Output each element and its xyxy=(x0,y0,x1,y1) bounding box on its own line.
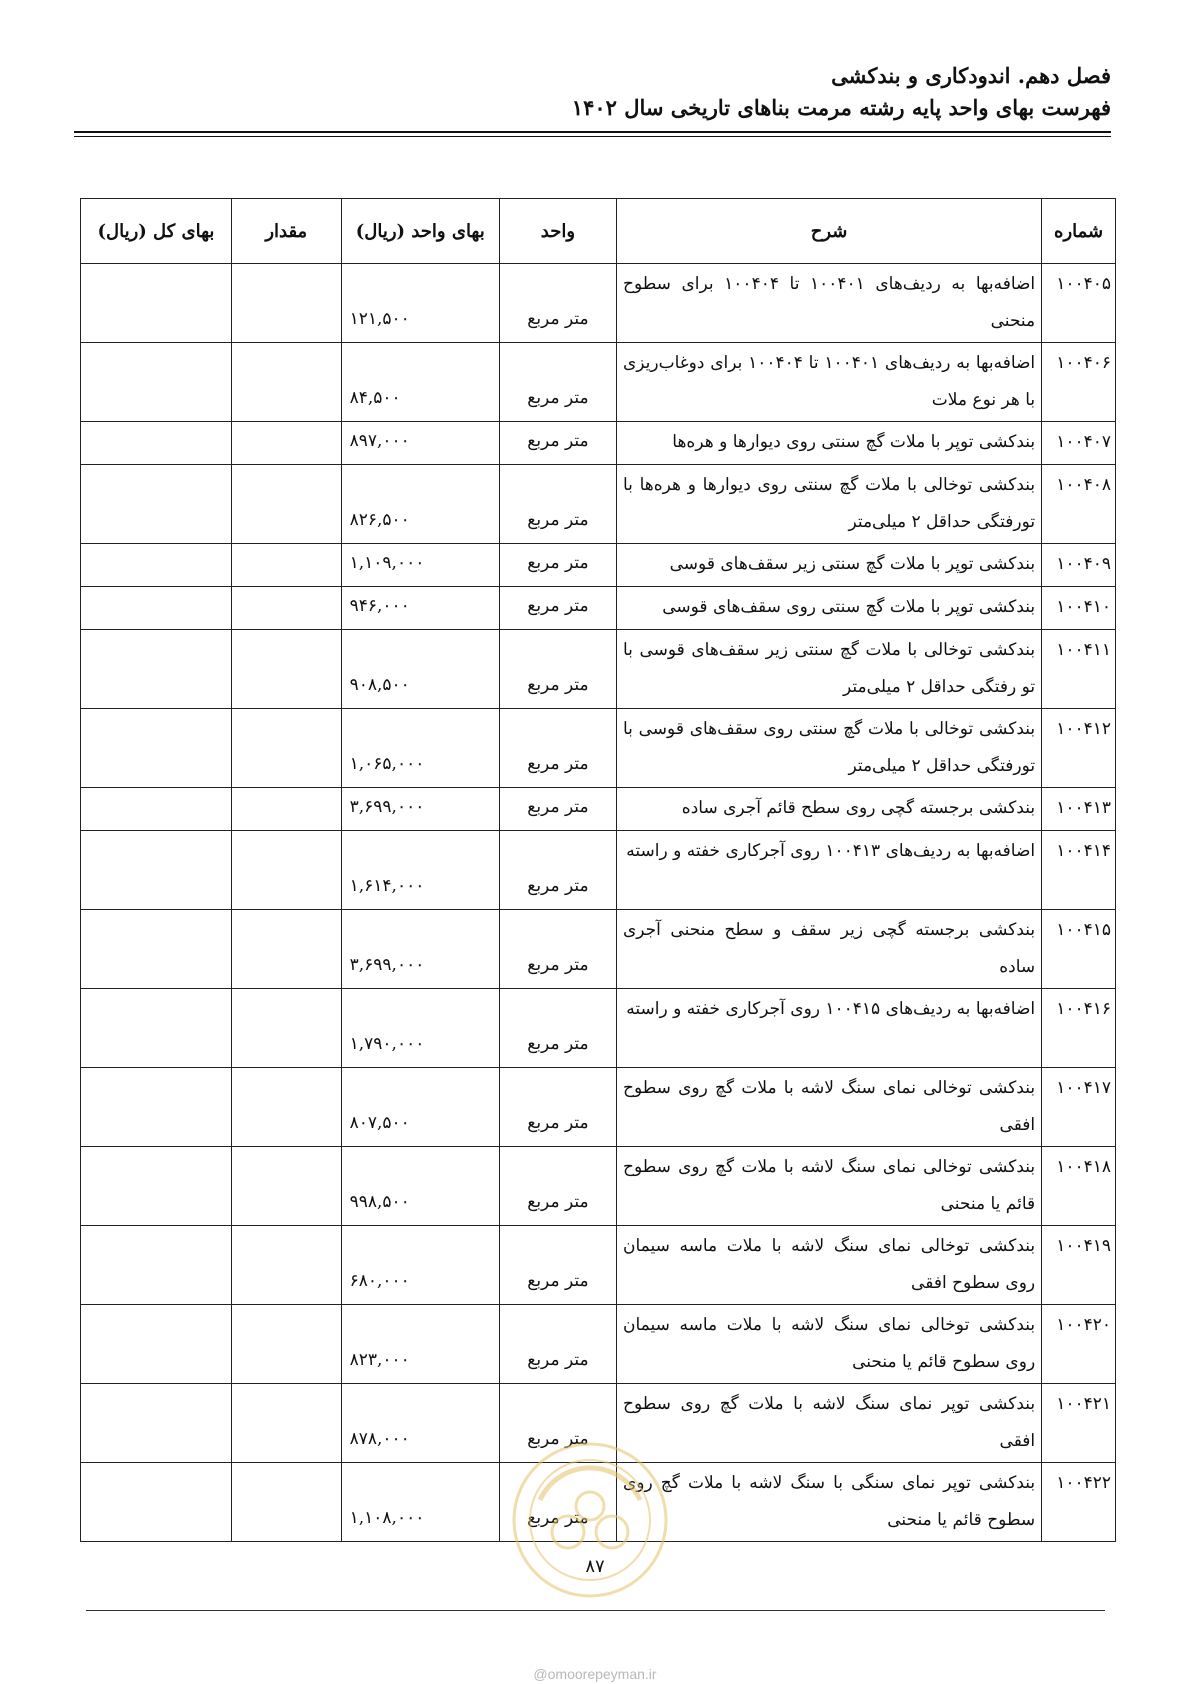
row-total xyxy=(81,1068,232,1147)
table-row xyxy=(81,989,1116,1068)
col-header-desc: شرح xyxy=(616,199,1041,264)
row-qty xyxy=(231,465,341,544)
table-row xyxy=(81,910,1116,989)
row-qty xyxy=(231,630,341,709)
row-total xyxy=(81,1147,232,1226)
row-code: ۱۰۰۴۰۶ xyxy=(1042,343,1116,422)
row-unit-price: ۳,۶۹۹,۰۰۰ xyxy=(341,788,499,831)
row-unit: متر مربع xyxy=(499,264,616,343)
page-number: ۸۷ xyxy=(585,1556,605,1577)
row-desc: بندکشی توخالی نمای سنگ لاشه با ملات ماسه سیمان روی سطوح افقی xyxy=(616,1226,1041,1305)
row-code: ۱۰۰۴۱۶ xyxy=(1042,989,1116,1068)
table-row xyxy=(81,1068,1116,1147)
row-desc: بندکشی توخالی با ملات گچ سنتی روی دیوارها و هره‌ها با تورفتگی حداقل ۲ میلی‌متر xyxy=(616,465,1041,544)
row-desc: بندکشی توخالی نمای سنگ لاشه با ملات گچ روی سطوح قائم یا منحنی xyxy=(616,1147,1041,1226)
row-unit-price: ۸۰۷,۵۰۰ xyxy=(341,1068,499,1147)
row-unit: متر مربع xyxy=(499,630,616,709)
row-unit: متر مربع xyxy=(499,1226,616,1305)
row-code: ۱۰۰۴۱۳ xyxy=(1042,788,1116,831)
header-rule-thin xyxy=(74,136,1111,137)
row-unit-price: ۳,۶۹۹,۰۰۰ xyxy=(341,910,499,989)
row-code: ۱۰۰۴۲۱ xyxy=(1042,1384,1116,1463)
row-total xyxy=(81,709,232,788)
row-desc: اضافه‌بها به ردیف‌های ۱۰۰۴۱۳ روی آجرکاری خفته و راسته xyxy=(616,831,1041,910)
row-desc: بندکشی برجسته گچی روی سطح قائم آجری ساده xyxy=(616,788,1041,831)
col-header-code: شماره xyxy=(1042,199,1116,264)
row-total xyxy=(81,587,232,630)
table-row xyxy=(81,465,1116,544)
col-header-unit: واحد xyxy=(499,199,616,264)
row-total xyxy=(81,465,232,544)
row-desc: بندکشی توخالی نمای سنگ لاشه با ملات ماسه سیمان روی سطوح قائم یا منحنی xyxy=(616,1305,1041,1384)
row-code: ۱۰۰۴۰۷ xyxy=(1042,422,1116,465)
row-unit-price: ۱,۱۰۸,۰۰۰ xyxy=(341,1463,499,1542)
row-desc: بندکشی توخالی نمای سنگ لاشه با ملات گچ روی سطوح افقی xyxy=(616,1068,1041,1147)
row-unit-price: ۹۴۶,۰۰۰ xyxy=(341,587,499,630)
table-row xyxy=(81,709,1116,788)
row-desc: اضافه‌بها به ردیف‌های ۱۰۰۴۰۱ تا ۱۰۰۴۰۴ برای دوغاب‌ریزی با هر نوع ملات xyxy=(616,343,1041,422)
row-unit: متر مربع xyxy=(499,422,616,465)
row-unit: متر مربع xyxy=(499,788,616,831)
row-desc: بندکشی توپر نمای سنگ لاشه با ملات گچ روی سطوح افقی xyxy=(616,1384,1041,1463)
row-desc: اضافه‌بها به ردیف‌های ۱۰۰۴۰۱ تا ۱۰۰۴۰۴ برای سطوح منحنی xyxy=(616,264,1041,343)
row-desc: بندکشی توپر با ملات گچ سنتی زیر سقف‌های قوسی xyxy=(616,544,1041,587)
row-qty xyxy=(231,1305,341,1384)
row-unit: متر مربع xyxy=(499,910,616,989)
row-desc: اضافه‌بها به ردیف‌های ۱۰۰۴۱۵ روی آجرکاری خفته و راسته xyxy=(616,989,1041,1068)
row-total xyxy=(81,831,232,910)
row-qty xyxy=(231,1226,341,1305)
row-desc: بندکشی برجسته گچی زیر سقف و سطح منحنی آجری ساده xyxy=(616,910,1041,989)
row-total xyxy=(81,1305,232,1384)
page-header xyxy=(74,60,1111,124)
row-unit-price: ۸۴,۵۰۰ xyxy=(341,343,499,422)
row-unit: متر مربع xyxy=(499,989,616,1068)
row-code: ۱۰۰۴۱۸ xyxy=(1042,1147,1116,1226)
row-code: ۱۰۰۴۱۵ xyxy=(1042,910,1116,989)
row-unit: متر مربع xyxy=(499,1068,616,1147)
row-code: ۱۰۰۴۱۹ xyxy=(1042,1226,1116,1305)
row-unit-price: ۶۸۰,۰۰۰ xyxy=(341,1226,499,1305)
row-code: ۱۰۰۴۰۸ xyxy=(1042,465,1116,544)
row-total xyxy=(81,422,232,465)
row-unit: متر مربع xyxy=(499,587,616,630)
row-qty xyxy=(231,1147,341,1226)
col-header-qty: مقدار xyxy=(231,199,341,264)
row-code: ۱۰۰۴۱۷ xyxy=(1042,1068,1116,1147)
row-code: ۱۰۰۴۱۰ xyxy=(1042,587,1116,630)
row-unit-price: ۸۹۷,۰۰۰ xyxy=(341,422,499,465)
table-row xyxy=(81,630,1116,709)
row-unit: متر مربع xyxy=(499,465,616,544)
row-unit: متر مربع xyxy=(499,1384,616,1463)
watermark-text: @omoorepeyman.ir xyxy=(533,1666,657,1682)
table-row xyxy=(81,587,1116,630)
row-qty xyxy=(231,587,341,630)
col-header-total: بهای کل (ریال) xyxy=(81,199,232,264)
row-code: ۱۰۰۴۱۲ xyxy=(1042,709,1116,788)
row-code: ۱۰۰۴۰۵ xyxy=(1042,264,1116,343)
row-qty xyxy=(231,709,341,788)
table-row xyxy=(81,831,1116,910)
row-code: ۱۰۰۴۱۴ xyxy=(1042,831,1116,910)
row-unit-price: ۸۷۸,۰۰۰ xyxy=(341,1384,499,1463)
chapter-title: فصل دهم. اندودکاری و بندکشی xyxy=(831,63,1111,88)
row-total xyxy=(81,989,232,1068)
table-row xyxy=(81,544,1116,587)
row-code: ۱۰۰۴۲۰ xyxy=(1042,1305,1116,1384)
row-total xyxy=(81,343,232,422)
row-code: ۱۰۰۴۲۲ xyxy=(1042,1463,1116,1542)
row-total xyxy=(81,264,232,343)
row-qty xyxy=(231,1463,341,1542)
row-unit-price: ۱,۶۱۴,۰۰۰ xyxy=(341,831,499,910)
table-row xyxy=(81,343,1116,422)
row-desc: بندکشی توپر نمای سنگی با سنگ لاشه با ملات گچ روی سطوح قائم یا منحنی xyxy=(616,1463,1041,1542)
row-unit: متر مربع xyxy=(499,1147,616,1226)
row-total xyxy=(81,1463,232,1542)
row-unit: متر مربع xyxy=(499,709,616,788)
table-row xyxy=(81,788,1116,831)
row-unit: متر مربع xyxy=(499,544,616,587)
row-unit-price: ۹۰۸,۵۰۰ xyxy=(341,630,499,709)
row-total xyxy=(81,1384,232,1463)
table-row xyxy=(81,1226,1116,1305)
row-total xyxy=(81,910,232,989)
row-qty xyxy=(231,1384,341,1463)
row-unit-price: ۹۹۸,۵۰۰ xyxy=(341,1147,499,1226)
row-desc: بندکشی توپر با ملات گچ سنتی روی سقف‌های قوسی xyxy=(616,587,1041,630)
row-code: ۱۰۰۴۱۱ xyxy=(1042,630,1116,709)
document-title: فهرست بهای واحد پایه رشته مرمت بناهای تاریخی سال ۱۴۰۲ xyxy=(571,95,1111,120)
header-rule-thick xyxy=(74,131,1111,133)
row-unit: متر مربع xyxy=(499,1463,616,1542)
table-row xyxy=(81,1305,1116,1384)
row-qty xyxy=(231,1068,341,1147)
table-row xyxy=(81,264,1116,343)
row-unit-price: ۸۲۶,۵۰۰ xyxy=(341,465,499,544)
table-row xyxy=(81,1147,1116,1226)
table-row xyxy=(81,422,1116,465)
row-unit-price: ۸۲۳,۰۰۰ xyxy=(341,1305,499,1384)
row-qty xyxy=(231,264,341,343)
footer-rule xyxy=(86,1610,1105,1611)
row-qty xyxy=(231,910,341,989)
table-header-row xyxy=(81,199,1116,264)
row-unit: متر مربع xyxy=(499,1305,616,1384)
row-desc: بندکشی توپر با ملات گچ سنتی روی دیوارها و هره‌ها xyxy=(616,422,1041,465)
row-qty xyxy=(231,422,341,465)
row-total xyxy=(81,1226,232,1305)
row-unit-price: ۱,۷۹۰,۰۰۰ xyxy=(341,989,499,1068)
col-header-unit-price: بهای واحد (ریال) xyxy=(341,199,499,264)
price-table xyxy=(80,198,1116,1542)
row-code: ۱۰۰۴۰۹ xyxy=(1042,544,1116,587)
row-qty xyxy=(231,343,341,422)
row-qty xyxy=(231,788,341,831)
row-desc: بندکشی توخالی با ملات گچ سنتی زیر سقف‌های قوسی با تو رفتگی حداقل ۲ میلی‌متر xyxy=(616,630,1041,709)
row-qty xyxy=(231,831,341,910)
row-total xyxy=(81,788,232,831)
row-total xyxy=(81,630,232,709)
row-unit: متر مربع xyxy=(499,343,616,422)
row-qty xyxy=(231,544,341,587)
row-unit: متر مربع xyxy=(499,831,616,910)
row-unit-price: ۱۲۱,۵۰۰ xyxy=(341,264,499,343)
row-unit-price: ۱,۱۰۹,۰۰۰ xyxy=(341,544,499,587)
row-desc: بندکشی توخالی با ملات گچ سنتی روی سقف‌های قوسی با تورفتگی حداقل ۲ میلی‌متر xyxy=(616,709,1041,788)
row-total xyxy=(81,544,232,587)
row-unit-price: ۱,۰۶۵,۰۰۰ xyxy=(341,709,499,788)
row-qty xyxy=(231,989,341,1068)
